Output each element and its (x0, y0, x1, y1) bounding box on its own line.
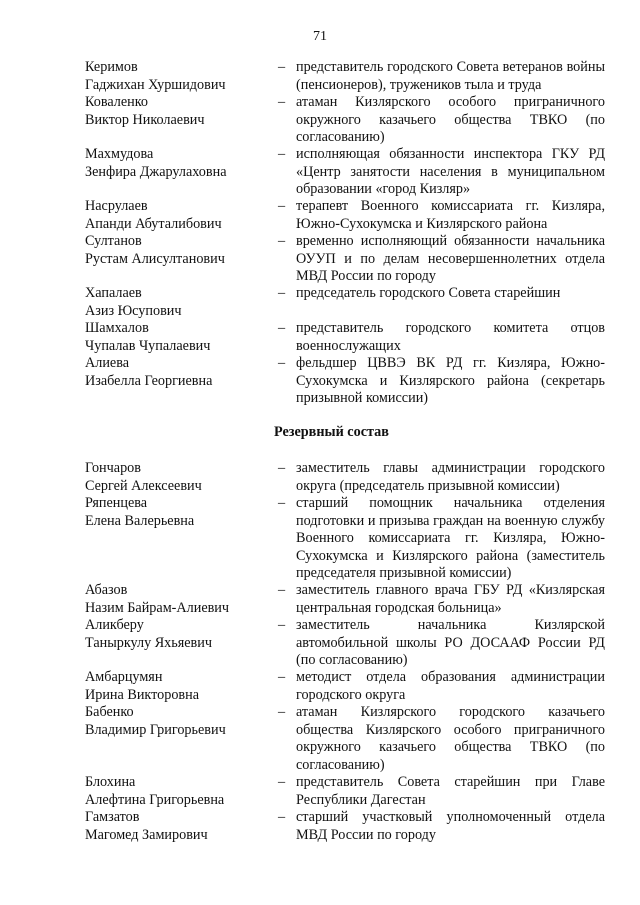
dash-separator: – (278, 233, 286, 249)
dash-separator: – (278, 669, 286, 685)
member-role: временно исполняющий обязанности начальника ОУУП и по делам несовершеннолетних отдела МВД России по городу (296, 233, 605, 285)
member-role: терапевт Военного комиссариата гг. Кизляра, Южно-Сухокумска и Кизлярского района (296, 198, 605, 232)
member-surname: Гамзатов (85, 809, 140, 825)
dash-separator: – (278, 495, 286, 511)
member-surname: Шамхалов (85, 320, 149, 336)
member-given-name: Азиз Юсупович (85, 302, 182, 319)
dash-separator: – (278, 355, 286, 371)
member-surname: Аликберу (85, 617, 144, 633)
member-role: заместитель начальника Кизлярской автомобильной школы РО ДОСААФ России РД (по согласованию) (296, 617, 605, 669)
page-number: 71 (313, 29, 327, 44)
member-surname: Амбарцумян (85, 669, 163, 685)
member-surname: Махмудова (85, 146, 154, 162)
member-given-name: Владимир Григорьевич (85, 721, 226, 738)
member-surname: Ряпенцева (85, 495, 148, 511)
member-surname: Хапалаев (85, 285, 142, 301)
member-role: исполняющая обязанности инспектора ГКУ РД «Центр занятости населения в муниципальном образовании «город Кизляр» (296, 146, 605, 198)
dash-separator: – (278, 704, 286, 720)
member-given-name: Елена Валерьевна (85, 512, 195, 529)
dash-separator: – (278, 320, 286, 336)
dash-separator: – (278, 94, 286, 110)
member-given-name: Сергей Алексеевич (85, 477, 202, 494)
dash-separator: – (278, 59, 286, 75)
member-role: представитель городского комитета отцов военнослужащих (296, 320, 605, 354)
member-role: заместитель главы администрации городского округа (председатель призывной комиссии) (296, 460, 605, 494)
member-role: атаман Кизлярского особого приграничного окружного казачьего общества ТВКО (по согласованию) (296, 94, 605, 146)
member-given-name: Алефтина Григорьевна (85, 791, 225, 808)
member-given-name: Таныркулу Яхьяевич (85, 634, 212, 651)
member-surname: Коваленко (85, 94, 149, 110)
member-given-name: Назим Байрам-Алиевич (85, 599, 230, 616)
member-given-name: Зенфира Джарулаховна (85, 163, 227, 180)
member-surname: Керимов (85, 59, 138, 75)
dash-separator: – (278, 460, 286, 476)
dash-separator: – (278, 285, 286, 301)
section-title: Резервный состав (274, 424, 389, 440)
member-given-name: Виктор Николаевич (85, 111, 205, 128)
member-surname: Блохина (85, 774, 136, 790)
dash-separator: – (278, 809, 286, 825)
member-role: фельдшер ЦВВЭ ВК РД гг. Кизляра, Южно-Сухокумска и Кизлярского района (секретарь призывной комиссии) (296, 355, 605, 407)
dash-separator: – (278, 774, 286, 790)
member-given-name: Гаджихан Хуршидович (85, 76, 226, 93)
dash-separator: – (278, 146, 286, 162)
member-surname: Султанов (85, 233, 142, 249)
member-surname: Абазов (85, 582, 128, 598)
member-surname: Гончаров (85, 460, 141, 476)
member-role: атаман Кизлярского городского казачьего общества Кизлярского особого приграничного окружного казачьего общества ТВКО (по согласованию) (296, 704, 605, 773)
member-given-name: Ирина Викторовна (85, 686, 200, 703)
member-surname: Бабенко (85, 704, 134, 720)
member-role: заместитель главного врача ГБУ РД «Кизлярская центральная городская больница» (296, 582, 605, 616)
member-surname: Алиева (85, 355, 130, 371)
member-given-name: Рустам Алисултанович (85, 250, 225, 267)
dash-separator: – (278, 617, 286, 633)
member-surname: Насрулаев (85, 198, 148, 214)
member-given-name: Изабелла Георгиевна (85, 372, 213, 389)
dash-separator: – (278, 582, 286, 598)
dash-separator: – (278, 198, 286, 214)
member-given-name: Магомед Замирович (85, 826, 208, 843)
member-role: представитель городского Совета ветеранов войны (пенсионеров), тружеников тыла и труда (296, 59, 605, 93)
member-given-name: Чупалав Чупалаевич (85, 337, 211, 354)
member-role: старший участковый уполномоченный отдела МВД России по городу (296, 809, 605, 843)
member-role: старший помощник начальника отделения подготовки и призыва граждан на военную службу Военного комиссариата гг. Кизляра, Южно-Сухокумска и Кизлярского района (заместитель председателя призывной комиссии) (296, 495, 605, 582)
member-given-name: Апанди Абуталибович (85, 215, 222, 232)
member-role: методист отдела образования администрации городского округа (296, 669, 605, 703)
member-role: представитель Совета старейшин при Главе Республики Дагестан (296, 774, 605, 808)
member-role: председатель городского Совета старейшин (296, 285, 561, 301)
